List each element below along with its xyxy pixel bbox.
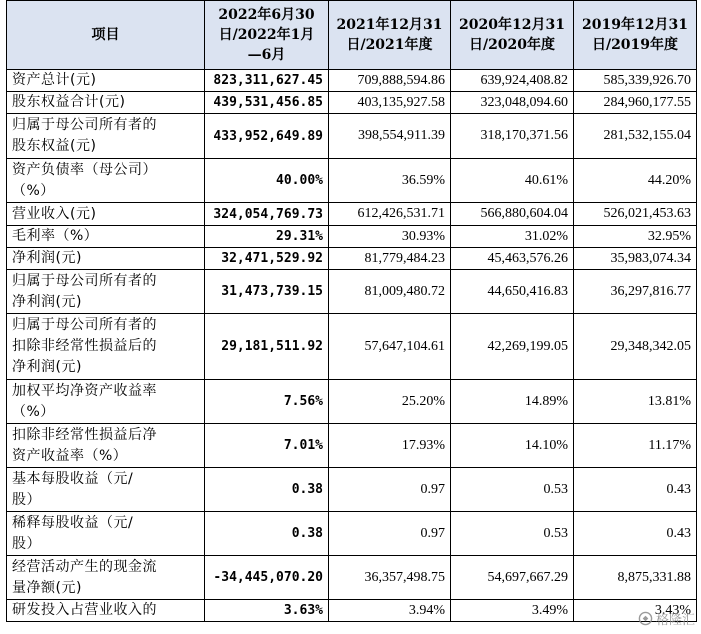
row-label: 股东权益合计(元) — [7, 92, 205, 114]
row-label: 归属于母公司所有者的 扣除非经常性损益后的 净利润(元) — [7, 314, 205, 380]
cell-2020: 42,269,199.05 — [451, 314, 574, 380]
cell-2020: 45,463,576.26 — [451, 248, 574, 270]
cell-2022h1: 40.00% — [205, 159, 329, 203]
row-label: 营业收入(元) — [7, 203, 205, 226]
cell-2022h1: 7.56% — [205, 380, 329, 424]
table-row — [7, 270, 697, 314]
cell-2021: 709,888,594.86 — [329, 70, 451, 92]
table-row — [7, 424, 697, 468]
cell-2019: 3.43% — [574, 600, 697, 622]
header-item: 项目 — [7, 1, 205, 70]
cell-2019: 32.95% — [574, 226, 697, 248]
row-label: 加权平均净资产收益率 （%） — [7, 380, 205, 424]
cell-2021: 81,009,480.72 — [329, 270, 451, 314]
header-2020: 2020年12月31 日/2020年度 — [451, 1, 574, 70]
cell-2021: 398,554,911.39 — [329, 114, 451, 159]
cell-2020: 3.49% — [451, 600, 574, 622]
cell-2021: 25.20% — [329, 380, 451, 424]
cell-2021: 403,135,927.58 — [329, 92, 451, 114]
cell-2019: 44.20% — [574, 159, 697, 203]
cell-2020: 40.61% — [451, 159, 574, 203]
table-row — [7, 226, 697, 248]
cell-2020: 14.89% — [451, 380, 574, 424]
cell-2019: 281,532,155.04 — [574, 114, 697, 159]
cell-2022h1: -34,445,070.20 — [205, 556, 329, 600]
cell-2022h1: 3.63% — [205, 600, 329, 622]
row-label: 研发投入占营业收入的 — [7, 600, 205, 622]
cell-2022h1: 29,181,511.92 — [205, 314, 329, 380]
cell-2020: 639,924,408.82 — [451, 70, 574, 92]
cell-2019: 526,021,453.63 — [574, 203, 697, 226]
cell-2022h1: 7.01% — [205, 424, 329, 468]
cell-2022h1: 0.38 — [205, 468, 329, 512]
cell-2019: 284,960,177.55 — [574, 92, 697, 114]
cell-2022h1: 31,473,739.15 — [205, 270, 329, 314]
cell-2022h1: 439,531,456.85 — [205, 92, 329, 114]
row-label: 扣除非经常性损益后净 资产收益率（%） — [7, 424, 205, 468]
row-label: 资产总计(元) — [7, 70, 205, 92]
cell-2021: 36,357,498.75 — [329, 556, 451, 600]
cell-2019: 29,348,342.05 — [574, 314, 697, 380]
table-row — [7, 114, 697, 159]
cell-2022h1: 29.31% — [205, 226, 329, 248]
row-label: 稀释每股收益（元/ 股） — [7, 512, 205, 556]
cell-2022h1: 0.38 — [205, 512, 329, 556]
row-label: 归属于母公司所有者的 股东权益(元) — [7, 114, 205, 159]
cell-2020: 566,880,604.04 — [451, 203, 574, 226]
table-row — [7, 159, 697, 203]
cell-2021: 36.59% — [329, 159, 451, 203]
cell-2019: 585,339,926.70 — [574, 70, 697, 92]
row-label: 经营活动产生的现金流 量净额(元) — [7, 556, 205, 600]
header-2019: 2019年12月31 日/2019年度 — [574, 1, 697, 70]
cell-2019: 36,297,816.77 — [574, 270, 697, 314]
cell-2020: 14.10% — [451, 424, 574, 468]
row-label: 毛利率（%） — [7, 226, 205, 248]
cell-2022h1: 823,311,627.45 — [205, 70, 329, 92]
cell-2020: 44,650,416.83 — [451, 270, 574, 314]
financial-table-container — [6, 0, 697, 622]
cell-2019: 13.81% — [574, 380, 697, 424]
table-row — [7, 556, 697, 600]
cell-2022h1: 32,471,529.92 — [205, 248, 329, 270]
watermark-text: 格隆汇 — [655, 613, 695, 628]
cell-2019: 11.17% — [574, 424, 697, 468]
cell-2021: 30.93% — [329, 226, 451, 248]
cell-2021: 81,779,484.23 — [329, 248, 451, 270]
row-label: 归属于母公司所有者的 净利润(元) — [7, 270, 205, 314]
table-row — [7, 600, 697, 622]
table-row — [7, 512, 697, 556]
header-2022h1: 2022年6月30 日/2022年1月 —6月 — [205, 1, 329, 70]
row-label: 净利润(元) — [7, 248, 205, 270]
cell-2021: 0.97 — [329, 468, 451, 512]
table-row — [7, 203, 697, 226]
table-row — [7, 468, 697, 512]
cell-2022h1: 324,054,769.73 — [205, 203, 329, 226]
cell-2019: 8,875,331.88 — [574, 556, 697, 600]
cell-2021: 17.93% — [329, 424, 451, 468]
table-row — [7, 70, 697, 92]
cell-2021: 0.97 — [329, 512, 451, 556]
cell-2021: 57,647,104.61 — [329, 314, 451, 380]
cell-2019: 0.43 — [574, 468, 697, 512]
cell-2022h1: 433,952,649.89 — [205, 114, 329, 159]
financial-summary-table — [6, 0, 697, 622]
table-row — [7, 248, 697, 270]
cell-2019: 0.43 — [574, 512, 697, 556]
cell-2021: 612,426,531.71 — [329, 203, 451, 226]
cell-2020: 31.02% — [451, 226, 574, 248]
cell-2020: 323,048,094.60 — [451, 92, 574, 114]
row-label: 基本每股收益（元/ 股） — [7, 468, 205, 512]
table-row — [7, 380, 697, 424]
row-label: 资产负债率（母公司） （%） — [7, 159, 205, 203]
table-header-row — [7, 1, 697, 70]
cell-2021: 3.94% — [329, 600, 451, 622]
cell-2020: 0.53 — [451, 468, 574, 512]
cell-2019: 35,983,074.34 — [574, 248, 697, 270]
cell-2020: 0.53 — [451, 512, 574, 556]
cell-2020: 318,170,371.56 — [451, 114, 574, 159]
glh-logo-icon — [638, 611, 653, 626]
table-row — [7, 314, 697, 380]
cell-2020: 54,697,667.29 — [451, 556, 574, 600]
header-2021: 2021年12月31 日/2021年度 — [329, 1, 451, 70]
watermark — [638, 609, 695, 628]
table-row — [7, 92, 697, 114]
